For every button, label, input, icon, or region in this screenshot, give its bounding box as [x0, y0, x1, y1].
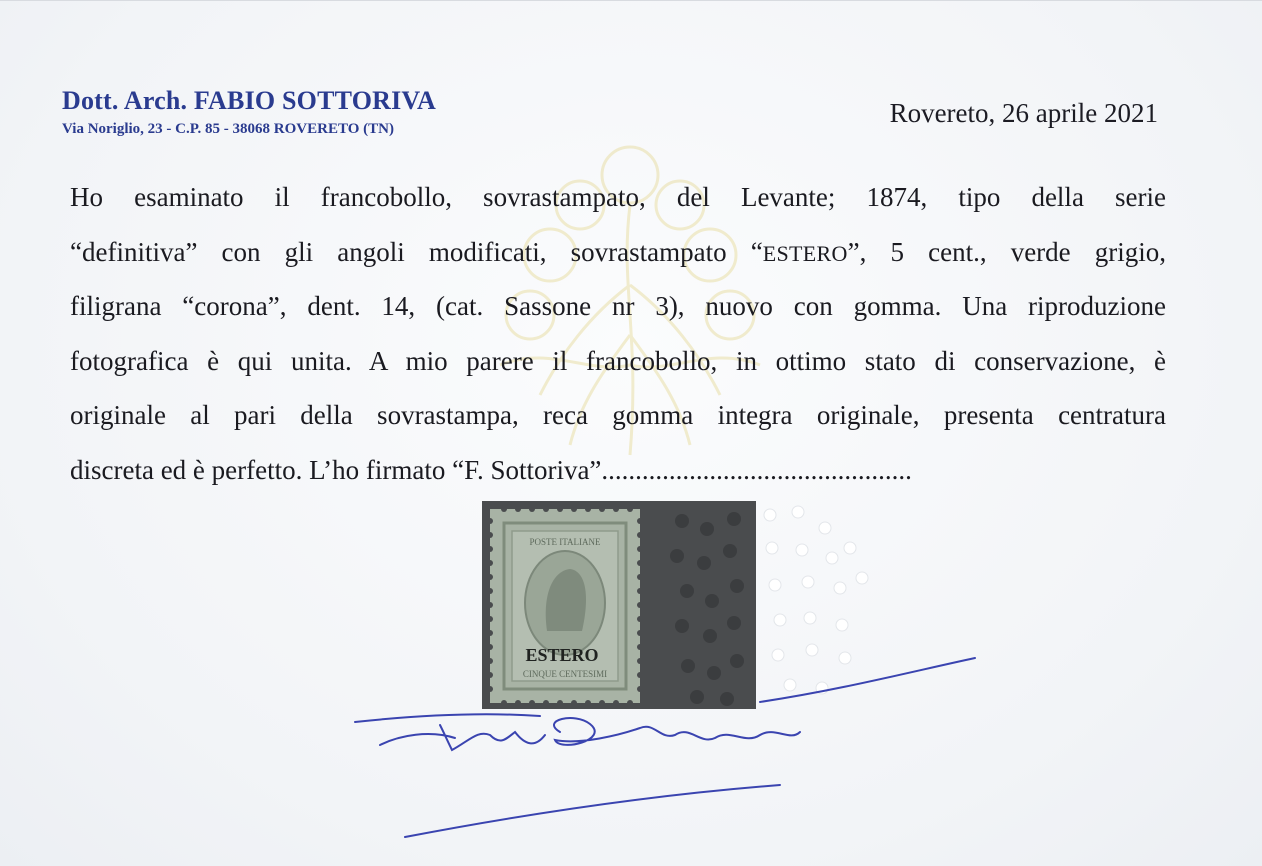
certificate-line: Ho esaminato il francobollo, sovrastampato, del Levante; 1874, tipo della serie: [70, 182, 1166, 212]
stamp-photo: [482, 501, 756, 709]
stamp-bottom-text: CINQUE CENTESIMI: [522, 669, 608, 679]
certificate-text: [70, 170, 1166, 497]
line-part: “definitiva” con gli angoli modificati, sovrastampato “: [70, 236, 763, 267]
place-date: Rovereto, 26 aprile 2021: [889, 98, 1158, 128]
overprint-word: ESTERO: [762, 240, 848, 266]
certificate-line: [70, 225, 1166, 280]
certificate-line: discreta ed è perfetto. L’ho firmato “F. Sottoriva”..............................................: [70, 454, 912, 485]
certificate-line: originale al pari della sovrastampa, reca gomma integra originale, presenta centratura: [70, 400, 1166, 430]
certificate-line: fotografica è qui unita. A mio parere il francobollo, in ottimo stato di conservazione, è: [70, 345, 1166, 376]
stamp-image: [482, 501, 756, 709]
letterhead-address: Via Noriglio, 23 - C.P. 85 - 38068 ROVERETO (TN): [62, 121, 394, 137]
embossed-seal: [750, 500, 880, 700]
top-edge: [0, 0, 1262, 1]
certificate-line: filigrana “corona”, dent. 14, (cat. Sassone nr 3), nuovo con gomma. Una riproduzione: [70, 291, 1166, 321]
stamp-top-text: POSTE ITALIANE: [529, 537, 601, 547]
line-part: ”, 5 cent., verde grigio,: [847, 236, 1166, 267]
letterhead-name: Dott. Arch. FABIO SOTTORIVA: [62, 86, 437, 115]
stamp-overprint: ESTERO: [525, 645, 599, 665]
